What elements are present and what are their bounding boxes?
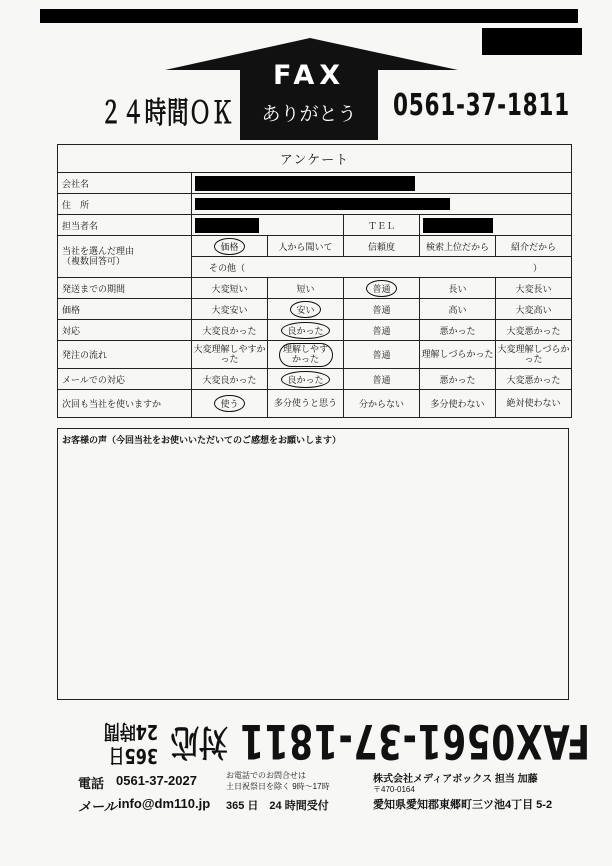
price-label: 価格	[58, 299, 192, 320]
footer-mail-label: メール	[78, 799, 117, 814]
footer-days-line1: 365日	[108, 744, 158, 768]
price-option-1[interactable]: 大変安い	[192, 299, 268, 320]
address-row	[58, 194, 572, 215]
footer-fax-number: FAX0561-37-1811	[239, 713, 590, 768]
price-option-5[interactable]: 大変高い	[496, 299, 572, 320]
order-flow-option-1[interactable]: 大変理解しやすかった	[192, 341, 268, 369]
price-option-2-text: 安い	[290, 301, 320, 318]
reuse-option-4[interactable]: 多分使わない	[420, 390, 496, 418]
reason-label-line1: 当社を選んだ理由	[62, 246, 135, 257]
fax-thanks-text: ありがとう	[261, 103, 357, 125]
price-option-4[interactable]: 高い	[420, 299, 496, 320]
email-support-option-2-text: 良かった	[281, 371, 329, 388]
order-flow-label: 発注の流れ	[58, 341, 192, 369]
shipping-option-5[interactable]: 大変長い	[496, 278, 572, 299]
order-flow-option-3[interactable]: 普通	[344, 341, 420, 369]
footer-tel-label: 電話	[78, 776, 105, 791]
customer-comments-box[interactable]	[57, 428, 569, 700]
hours-label: ２４時間ＯＫ	[100, 96, 234, 131]
order-flow-option-4[interactable]: 理解しづらかった	[420, 341, 496, 369]
shipping-option-1[interactable]: 大変短い	[192, 278, 268, 299]
reason-label-line2: （複数回答可）	[62, 256, 126, 267]
reason-label	[58, 236, 192, 278]
email-support-option-5[interactable]: 大変悪かった	[496, 369, 572, 390]
contact-field[interactable]	[192, 215, 344, 236]
footer-days-text	[104, 720, 158, 768]
service-option-3[interactable]: 普通	[344, 320, 420, 341]
price-row	[58, 299, 572, 320]
email-support-option-4[interactable]: 悪かった	[420, 369, 496, 390]
service-label: 対応	[58, 320, 192, 341]
shipping-label: 発送までの期間	[58, 278, 192, 299]
reason-option-introduction[interactable]: 紹介だから	[496, 236, 572, 257]
service-option-1[interactable]: 大変良かった	[192, 320, 268, 341]
redacted-address	[195, 198, 450, 210]
service-option-4[interactable]: 悪かった	[420, 320, 496, 341]
shipping-row	[58, 278, 572, 299]
service-row	[58, 320, 572, 341]
survey-table	[57, 144, 572, 418]
reason-option-referral-word[interactable]: 人から聞いて	[268, 236, 344, 257]
service-option-2[interactable]	[268, 320, 344, 341]
service-option-2-text: 良かった	[281, 322, 329, 339]
header-phone: 0561-37-1811	[393, 88, 570, 123]
reason-option-price[interactable]	[192, 236, 268, 257]
address-field[interactable]	[192, 194, 572, 215]
footer-days-line2: 24時間	[103, 720, 158, 744]
price-option-2[interactable]	[268, 299, 344, 320]
footer-banner-upside-down	[70, 702, 590, 768]
footer-support-text: 対応	[170, 721, 228, 762]
reason-row	[58, 236, 572, 257]
reuse-option-3[interactable]: 分からない	[344, 390, 420, 418]
footer-address: 愛知県愛知郡東郷町三ツ池4丁目 5-2	[373, 799, 553, 811]
reuse-option-1[interactable]	[192, 390, 268, 418]
contact-row	[58, 215, 572, 236]
shipping-option-2[interactable]: 短い	[268, 278, 344, 299]
email-support-row	[58, 369, 572, 390]
email-support-label: メールでの対応	[58, 369, 192, 390]
footer-inquiry-line1: お電話でのお問合せは	[226, 771, 306, 780]
reuse-row	[58, 390, 572, 418]
reuse-option-2[interactable]: 多分使うと思う	[268, 390, 344, 418]
reuse-option-5[interactable]: 絶対使わない	[496, 390, 572, 418]
service-option-5[interactable]: 大変悪かった	[496, 320, 572, 341]
redacted-contact	[195, 218, 259, 233]
order-flow-option-2-text: 理解しやすかった	[279, 343, 333, 367]
tel-field[interactable]	[420, 215, 572, 236]
reason-option-search[interactable]: 検索上位だから	[420, 236, 496, 257]
redacted-company	[195, 176, 415, 191]
company-label: 会社名	[58, 173, 192, 194]
reuse-label: 次回も当社を使いますか	[58, 390, 192, 418]
reuse-option-1-text: 使う	[214, 395, 244, 412]
reason-other-field[interactable]	[192, 257, 572, 278]
email-support-option-3[interactable]: 普通	[344, 369, 420, 390]
footer-company-name: 株式会社メディアボックス 担当 加藤	[373, 774, 538, 785]
reason-option-trust[interactable]: 信頼度	[344, 236, 420, 257]
reason-other-label: その他（	[209, 263, 246, 274]
footer-zip-code: 〒470-0164	[373, 785, 415, 794]
shipping-option-3-text: 普通	[366, 280, 396, 297]
reason-option-price-text: 価格	[214, 238, 244, 255]
company-field[interactable]	[192, 173, 572, 194]
contact-label: 担当者名	[58, 215, 192, 236]
order-flow-option-2[interactable]	[268, 341, 344, 369]
email-support-option-1[interactable]: 大変良かった	[192, 369, 268, 390]
order-flow-option-5[interactable]: 大変理解しづらかった	[496, 341, 572, 369]
tel-label: ＴＥＬ	[344, 215, 420, 236]
footer-tel-number[interactable]: 0561-37-2027	[116, 773, 197, 788]
footer-inquiry-line2: 土日祝祭日を除く 9時～17時	[226, 782, 330, 791]
redacted-tel	[423, 218, 493, 233]
footer-email-link[interactable]: info@dm110.jp	[118, 796, 211, 811]
reason-other-close: ）	[533, 263, 543, 274]
shipping-option-4[interactable]: 長い	[420, 278, 496, 299]
survey-title: アンケート	[58, 145, 572, 173]
address-label: 住 所	[58, 194, 192, 215]
company-row	[58, 173, 572, 194]
customer-comments-label: お客様の声（今回当社をお使いいただいてのご感想をお願いします）	[62, 436, 342, 446]
fax-label: FAX	[272, 60, 346, 91]
order-flow-row	[58, 341, 572, 369]
shipping-option-3[interactable]	[344, 278, 420, 299]
email-support-option-2[interactable]	[268, 369, 344, 390]
price-option-3[interactable]: 普通	[344, 299, 420, 320]
footer-reception-hours: 365 日 24 時間受付	[226, 800, 329, 812]
